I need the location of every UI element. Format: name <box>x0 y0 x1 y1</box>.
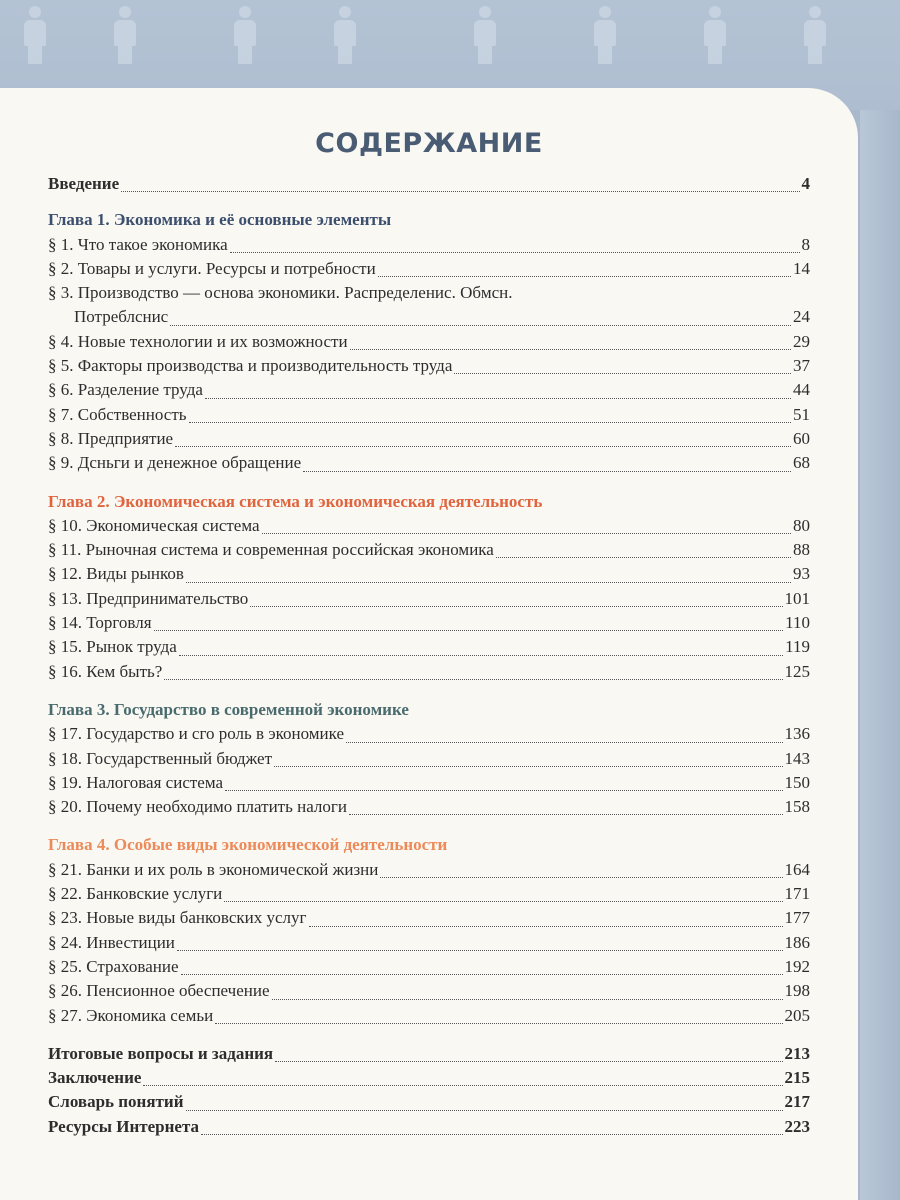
toc-entry-label: § 2. Товары и услуги. Ресурсы и потребности <box>48 258 376 278</box>
leader-dots <box>262 533 791 534</box>
toc-entry-page: 93 <box>793 564 810 584</box>
person-silhouette-icon <box>800 6 830 66</box>
leader-dots <box>154 630 784 631</box>
leader-dots <box>303 471 791 472</box>
toc-entry-page: 171 <box>784 884 810 904</box>
leader-dots <box>201 1134 782 1135</box>
toc-entry-page: 8 <box>801 234 810 254</box>
leader-dots <box>272 999 783 1000</box>
toc-entry-label: § 24. Инвестиции <box>48 932 175 952</box>
toc-entry-label: § 22. Банковские услуги <box>48 884 223 904</box>
toc-entry[interactable] <box>48 613 810 637</box>
toc-entry-page: 198 <box>784 981 810 1001</box>
toc-entry-label: § 10. Экономическая система <box>48 515 260 535</box>
leader-dots <box>181 974 783 975</box>
toc-entry-intro[interactable] <box>48 174 810 198</box>
leader-dots <box>350 349 791 350</box>
toc-entry[interactable] <box>48 589 810 613</box>
toc-entry[interactable] <box>48 637 810 661</box>
toc-entry-page: 88 <box>793 540 810 560</box>
toc-entry-page: 68 <box>793 453 810 473</box>
toc-entry-continuation[interactable] <box>48 307 810 331</box>
toc-entry-page: 29 <box>793 331 810 351</box>
toc-entry-back-matter[interactable] <box>48 1068 810 1092</box>
toc-entry-page: 136 <box>784 724 810 744</box>
toc-entry-label: Итоговые вопросы и задания <box>48 1043 274 1063</box>
toc-entry[interactable] <box>48 453 810 477</box>
toc-entry-label: § 4. Новые технологии и их возможности <box>48 331 348 351</box>
toc-entry-label: Ресурсы Интернета <box>48 1116 200 1136</box>
toc-entry-label: § 15. Рынок труда <box>48 637 177 657</box>
toc-entry[interactable] <box>48 773 810 797</box>
chapter-heading: Глава 1. Экономика и её основные элементы <box>48 210 392 230</box>
toc-entry[interactable] <box>48 380 810 404</box>
toc-entry-label: § 16. Кем быть? <box>48 661 163 681</box>
toc-entry[interactable] <box>48 283 810 307</box>
page-title: СОДЕРЖАНИЕ <box>315 128 543 159</box>
toc-entry[interactable] <box>48 662 810 686</box>
person-silhouette-icon <box>110 6 140 66</box>
toc-entry-back-matter[interactable] <box>48 1092 810 1116</box>
toc-entry[interactable] <box>48 405 810 429</box>
person-silhouette-icon <box>330 6 360 66</box>
toc-entry[interactable] <box>48 235 810 259</box>
toc-entry-page: 158 <box>784 797 810 817</box>
toc-entry[interactable] <box>48 749 810 773</box>
toc-entry-label: Словарь понятий <box>48 1092 184 1112</box>
toc-entry[interactable] <box>48 429 810 453</box>
toc-entry-page: 192 <box>784 956 810 976</box>
toc-entry-label: § 13. Предпринимательство <box>48 588 249 608</box>
toc-entry-page: 80 <box>793 515 810 535</box>
toc-entry-label: § 21. Банки и их роль в экономической жизни <box>48 859 379 879</box>
toc-entry[interactable] <box>48 797 810 821</box>
leader-dots <box>275 1061 782 1062</box>
toc-entry[interactable] <box>48 908 810 932</box>
toc-entry-page: 37 <box>793 356 810 376</box>
leader-dots <box>378 276 791 277</box>
toc-entry-page: 14 <box>793 258 810 278</box>
person-silhouette-icon <box>20 6 50 66</box>
leader-dots <box>170 325 791 326</box>
person-silhouette-icon <box>590 6 620 66</box>
toc-entry-page: 143 <box>784 748 810 768</box>
toc-entry-label: § 8. Предприятие <box>48 428 174 448</box>
toc-entry-label: § 12. Виды рынков <box>48 564 184 584</box>
toc-entry-page: 164 <box>784 859 810 879</box>
toc-entry[interactable] <box>48 332 810 356</box>
toc-entry-label: § 6. Разделение труда <box>48 380 203 400</box>
leader-dots <box>250 606 782 607</box>
toc-entry-page: 101 <box>784 588 810 608</box>
toc-page <box>0 88 858 1200</box>
toc-entry[interactable] <box>48 540 810 564</box>
table-of-contents <box>48 174 810 1141</box>
leader-dots <box>230 252 800 253</box>
toc-entry-label: § 20. Почему необходимо платить налоги <box>48 797 347 817</box>
leader-dots <box>186 1110 783 1111</box>
leader-dots <box>179 655 783 656</box>
toc-entry[interactable] <box>48 516 810 540</box>
toc-entry-label: Введение <box>48 174 120 193</box>
toc-entry-page: 44 <box>793 380 810 400</box>
chapter-heading: Глава 4. Особые виды экономической деятельности <box>48 835 448 855</box>
toc-entry-label: § 11. Рыночная система и современная российская экономика <box>48 540 494 560</box>
toc-entry-label: § 18. Государственный бюджет <box>48 748 272 768</box>
toc-entry-label: Потреблснис <box>74 307 169 327</box>
toc-entry[interactable] <box>48 957 810 981</box>
leader-dots <box>175 446 791 447</box>
toc-entry[interactable] <box>48 564 810 588</box>
toc-entry-label: Заключение <box>48 1068 142 1088</box>
toc-entry-page: 119 <box>785 637 810 657</box>
toc-entry-page: 217 <box>784 1092 810 1112</box>
leader-dots <box>349 814 783 815</box>
toc-entry-label: § 23. Новые виды банковских услуг <box>48 908 307 928</box>
toc-entry-page: 223 <box>784 1116 810 1136</box>
leader-dots <box>215 1023 782 1024</box>
toc-entry[interactable] <box>48 724 810 748</box>
toc-entry-label: § 19. Налоговая система <box>48 772 224 792</box>
leader-dots <box>121 191 799 192</box>
leader-dots <box>205 398 791 399</box>
toc-entry-page: 60 <box>793 428 810 448</box>
leader-dots <box>346 742 782 743</box>
leader-dots <box>309 926 783 927</box>
toc-entry[interactable] <box>48 860 810 884</box>
toc-entry[interactable] <box>48 1006 810 1030</box>
toc-entry-page: 215 <box>784 1068 810 1088</box>
toc-entry-page: 177 <box>784 908 810 928</box>
toc-entry-page: 150 <box>784 772 810 792</box>
chapter-heading: Глава 2. Экономическая система и экономическая деятельность <box>48 491 543 511</box>
toc-entry-page: 186 <box>784 932 810 952</box>
toc-entry-back-matter[interactable] <box>48 1117 810 1141</box>
leader-dots <box>380 877 782 878</box>
person-silhouette-icon <box>230 6 260 66</box>
toc-entry[interactable] <box>48 884 810 908</box>
toc-entry-label: § 25. Страхование <box>48 956 179 976</box>
toc-entry-label: § 14. Торговля <box>48 613 152 633</box>
background-strip <box>860 110 900 1200</box>
leader-dots <box>225 790 782 791</box>
toc-entry-back-matter[interactable] <box>48 1044 810 1068</box>
toc-entry-page: 24 <box>793 307 810 327</box>
toc-entry-page: 205 <box>784 1005 810 1025</box>
toc-entry[interactable] <box>48 981 810 1005</box>
leader-dots <box>177 950 783 951</box>
leader-dots <box>496 557 791 558</box>
leader-dots <box>274 766 783 767</box>
leader-dots <box>454 373 791 374</box>
leader-dots <box>143 1085 782 1086</box>
leader-dots <box>164 679 782 680</box>
toc-entry-label: § 27. Экономика семьи <box>48 1005 214 1025</box>
toc-entry-page: 4 <box>801 174 810 193</box>
toc-entry-page: 51 <box>793 404 810 424</box>
toc-entry-page: 110 <box>785 613 810 633</box>
toc-entry-label: § 5. Факторы производства и производительность труда <box>48 356 453 376</box>
leader-dots <box>224 901 782 902</box>
chapter-heading: Глава 3. Государство в современной экономике <box>48 699 409 719</box>
toc-entry[interactable] <box>48 259 810 283</box>
toc-entry-label: § 3. Производство — основа экономики. Распределенис. Обмсн. <box>48 283 513 303</box>
person-silhouette-icon <box>700 6 730 66</box>
toc-entry-page: 125 <box>784 661 810 681</box>
toc-entry[interactable] <box>48 356 810 380</box>
toc-entry-label: § 1. Что такое экономика <box>48 234 228 254</box>
toc-entry-label: § 17. Государство и сго роль в экономике <box>48 724 345 744</box>
leader-dots <box>189 422 791 423</box>
toc-entry[interactable] <box>48 933 810 957</box>
leader-dots <box>186 582 791 583</box>
toc-entry-page: 213 <box>784 1043 810 1063</box>
toc-entry-label: § 7. Собственность <box>48 404 187 424</box>
toc-entry-label: § 9. Дсньги и денежное обращение <box>48 453 302 473</box>
person-silhouette-icon <box>470 6 500 66</box>
toc-entry-label: § 26. Пенсионное обеспечение <box>48 981 270 1001</box>
